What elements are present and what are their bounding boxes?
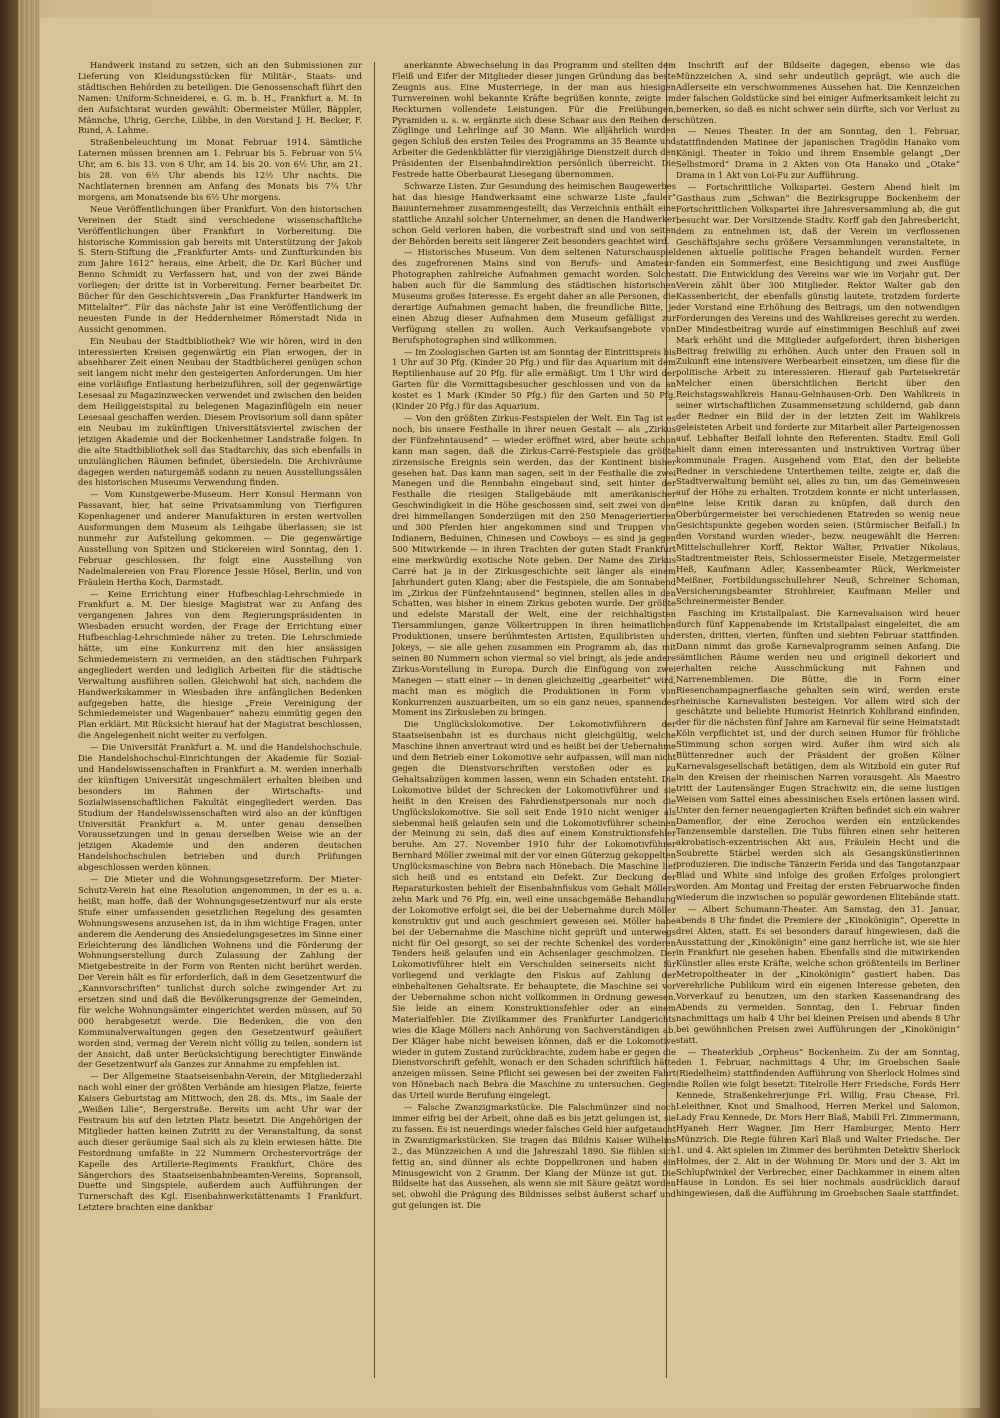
column-divider-1 xyxy=(374,62,375,1378)
article-paragraph: — Theaterklub „Orpheus“ Bockenheim. Zu der am Sonntag, den 1. Februar, nachmittags 4 Uhr, im Groebschen Saale (Riedelheim) stattfindenden Aufführung von Sherlock Holmes sind die Rollen wie folgt besetzt: Titelrolle Herr Friedsche, Fords Herr Kennede, Straßenkehrerjunge Frl. Willig, Frau Chease, Frl. Leleithner, Knot und Smalhood, Herren Merkel und Salomon, Lady Frau Kennede, Dr. Mors Herr Blaß, Mabill Frl. Zimmermann, Hyaneh Herr Wagner, Jim Herr Hamburger, Mento Herr Münzrich. Die Regie führen Karl Blaß und Walter Friedsche. Der 1. und 4. Akt spielen im Zimmer des berühmten Detektiv Sherlock Holmes, der 2. Akt in der Wohnung Dr. Mors und der 3. Akt im Schlupfwinkel der Verbrecher, einer Dachkammer in einem alten Hause in London. Es sei hier nochmals ausdrücklich darauf hingewiesen, daß die Aufführung im Groebschen Saale stattfindet. xyxy=(676,1046,960,1199)
article-paragraph: Inschrift auf der Bildseite dagegen, ebenso wie das Münzzeichen A, sind sehr undeutlich geprägt, wie auch die Adlerseite ein verschwommenes Aussehen hat. Die Kennzeichen der falschen Goldstücke sind bei einiger Aufmerksamkeit leicht zu bemerken, so daß es nicht schwer sein dürfte, sich vor Verlust zu schützen. xyxy=(676,60,960,125)
article-paragraph: anerkannte Abwechselung in das Programm und stellten dem Fleiß und Eifer der Mitglieder dieser jungen Gründung das beste Zeugnis aus. Eine Musterriege, in der man aus hiesigen Turnvereinen wohl bekannte Kräfte begrüßen konnte, zeigte im Reckturnen vollendete Leistungen. Für die Freiübungen, Pyramiden u. s. w. ergänzte sich diese Schaar aus den Reihen der Zöglinge und Lehrlinge auf 30 Mann. Wie alljährlich wurden gegen Schluß des ersten Teiles des Programms an 35 Beamte und Arbeiter die Gedenkblätter für vierzigjährige Dienstzeit durch den Präsidenten der Eisenbahndirektion persönlich überreicht. Die Festrede hatte Oberbaurat Liesegang übernommen. xyxy=(392,60,676,180)
article-paragraph: — Vom Kunstgewerbe-Museum. Herr Konsul Hermann von Passavant, hier, hat seine Privatsammlung von Tierfiguren Kopenhagener und anderer Manufakturen in ersten wertvollen Ausformungen dem Museum als Leihgabe überlassen; sie ist nunmehr zur Aufstellung gekommen. — Die gegenwärtige Ausstellung von Spitzen und Stickereien wird Sonntag, den 1. Februar geschlossen. Ihr folgt eine Ausstellung von Nadelmalereien von Frau Florence Jessie Hösel, Berlin, und von Fräulein Hertha Koch, Darmstadt. xyxy=(78,489,362,587)
page-edge-stack xyxy=(18,0,40,1418)
article-paragraph: Straßenbeleuchtung im Monat Februar 1914. Sämtliche Laternen müssen brennen am 1. Februar bis 5. Februar von 5¼ Uhr, am 6. bis 13. von 6 Uhr, am 14. bis 20. von 6½ Uhr, am 21. bis 28. von 6½ Uhr abends bis 12½ Uhr nachts. Die Nachtlaternen brennen am Anfang des Monats bis 7¼ Uhr morgens, am Monatsende bis 6½ Uhr morgens. xyxy=(78,137,362,202)
article-paragraph: — Der Allgemeine Staatseisenbahn-Verein, der Mitgliederzahl nach wohl einer der größten Verbände am hiesigen Platze, feierte Kaisers Geburtstag am Mittwoch, den 28. ds. Mts., im Saale der „Weißen Lilie“, Bergerstraße. Bereits um acht Uhr war der Festraum bis auf den letzten Platz besetzt. Die Angehörigen der Mitglieder hatten keinen Zutritt zu der Veranstaltung, da sonst auch dieser geräumige Saal sich als zu klein erwiesen hätte. Die Festordnung umfaßte in 22 Nummern Orchestervorträge der Kapelle des Artillerie-Regiments Frankfurt, Chöre des Sängerchors des Staatseisenbahnbeamten-Vereins, Sopransoli, Duette und Singspiele, außerdem auch Aufführungen der Turnerschaft des Kgl. Eisenbahnwerkstättenamts 1 Frankfurt. Letztere brachten eine dankbar xyxy=(78,1071,362,1213)
article-paragraph: Handwerk instand zu setzen, sich an den Submissionen zur Lieferung von Kleidungsstücken für Militär-, Staats- und städtischen Behörden zu beteiligen. Die Genossenschaft führt den Namen: Uniform-Schneiderei, e. G. m. b. H., Frankfurt a. M. In den Aufsichtsrat wurden gewählt: Obermeister Müller, Bäppler, Männche, Uhrig, Gerche, Lübbe, in den Vorstand J. H. Becker, F. Rund, A. Lahme. xyxy=(78,60,362,136)
text-column-2 xyxy=(392,60,676,1380)
article-paragraph: — Neues Theater. In der am Sonntag, den 1. Februar, stattfindenden Matinee der japanischen Tragödin Hanako vom Königl. Theater in Tokio und ihrem Ensemble gelangt „Der Selbstmord“ Drama in 2 Akten von Ota Hanako und „Otake“ Drama in 1 Akt von Loi-Fu zur Aufführung. xyxy=(676,126,960,181)
article-paragraph: Neue Veröffentlichungen über Frankfurt. Von den historischen Vereinen der Stadt sind verschiedene wissenschaftliche Veröffentlichungen über Frankfurt in Vorbereitung. Die historische Kommission gab bereits mit Unterstützung der Jakob S. Stern-Stiftung die „Frankfurter Amts- und Zunfturkunden bis zum Jahre 1612“ heraus, eine Arbeit, die Dr. Karl Bücher und Benno Schmidt zu Verfassern hat, und von der zwei Bände vorliegen; der dritte ist in Vorbereitung. Ferner bearbeitet Dr. Bücher für den Geschichtsverein „Das Frankfurter Handwerk im Mittelalter“. Für das nächste Jahr ist eine Veröffentlichung der neuesten Funde in der Heddernheimer Römerstadt Nida in Aussicht genommen. xyxy=(78,203,362,334)
article-paragraph: Die Unglückslokomotive. Der Lokomotivführern der Staatseisenbahn ist es durchaus nicht gleichgültig, welche Maschine ihnen anvertraut wird und es heißt bei der Uebernahme und dem Betrieb einer Lokomotive sehr aufpassen, will man nicht gegen die Dienstvorschriften verstoßen oder es zu Gehaltsabzügen kommen lassen, wenn ein Schaden entsteht. Die Lokomotive bildet der Schrecken der Lokomotivführer und sie heißt in den Kreisen des Fahrdienstpersonals nur noch die Unglückslokomotive. Sie soll seit Ende 1910 nicht weniger als siebenmal heiß gelaufen sein und die Lokomotivführer scheinen der Meinung zu sein, daß dies auf einem Konstruktionsfehler beruhe. Am 27. November 1910 fuhr der Lokomotivführer Bernhard Möller zweimal mit der vor einen Güterzug gekoppelten Unglücksmaschine von Bebra nach Hönebach. Die Maschine lief sich heiß und es entstand ein Defekt. Zur Deckung der Reparaturkosten behielt der Eisenbahnfiskus vom Gehalt Möllers zehn Mark und 76 Pfg. ein, weil eine unsachgemäße Behandlung der Lokomotive erfolgt sei, die bei der Uebernahme durch Möller konstruktiv gut und auch geschmiert gewesen sei. Möller habe bei der Uebernahme die Maschine nicht geprüft und unterwegs nicht für Oel gesorgt, so sei der rechte Schenkel des vorderen Tenders heiß gelaufen und ein Achsenlager geschmolzen. Der Lokomotivführer hielt ein Verschulden seinerseits nicht für vorliegend und verklagte den Fiskus auf Zahlung der einbehaltenen Gehaltsrate. Er behauptete, die Maschine sei vor der Uebernahme schon nicht vollkommen in Ordnung gewesen. Sie leide an einem Konstruktionsfehler oder an einem Materialfehler. Die Zivilkammer des Frankfurter Landgerichts wies die Klage Möllers nach Anhörung von Sachverständigen ab. Der Kläger habe nicht beweisen können, daß er die Lokomotive wieder in gutem Zustand zurückbrachte, zudem habe er gegen die Dienstvorschrift gefehlt, wonach er den Schaden schriftlich hätte anzeigen müssen. Seine Pflicht sei gewesen bei der zweiten Fahrt von Hönebach nach Bebra die Maschine zu untersuchen. Gegen das Urteil wurde Berufung eingelegt. xyxy=(392,719,676,1101)
article-paragraph: — Fortschrittliche Volkspartei. Gestern Abend hielt im Gasthaus zum „Schwan“ die Bezirksgruppe Bockenheim der Fortschrittlichen Volkspartei ihre Jahresversammlung ab, die gut besucht war. Der Vorsitzende Stadtv. Korff gab den Jahresbericht, dem zu entnehmen ist, daß der Verein im verflossenen Geschäftsjahre sechs größere Versammlungen veranstaltete, in denen aktuelle politische Fragen behandelt wurden. Ferner fanden ein Sommerfest, eine Besichtigung und zwei Ausflüge statt. Die Entwicklung des Vereins war wie im Vorjahr gut. Der Verein zählt über 300 Mitglieder. Rektor Walter gab den Kassenbericht, der ebenfalls günstig lautete, trotzdem forderte der Vorstand eine Erhöhung des Beitrags, um den notwendigen Forderungen des Vereins und des Wahlkreises gerecht zu werden. Der Mindestbeitrag wurde auf einstimmigen Beschluß auf zwei Mark erhöht und die Mitglieder aufgefordert, ihren bisherigen Beitrag freiwillig zu erhöhen. Auch unter den Frauen soll in Zukunft eine intensivere Werbearbeit einsetzen, um diese für die politische Arbeit zu interessieren. Hierauf gab Parteisekretär Melcher einen übersichtlichen Bericht über den Reichstagswahlkreis Hanau-Gelnhausen-Orb. Den Wahlkreis in seiner wirtschaftlichen Zusammensetzung schildernd, gab dann der Redner ein Bild der in der letzten Zeit im Wahlkreis geleisteten Arbeit und forderte zur Mitarbeit aller Parteigenossen auf. Lebhafter Beifall lohnte den Referenten. Stadtv. Emil Goll hielt dann einen interessanten und instruktiven Vortrag über kommunale Fragen. Ausgehend vom Etat, den der beliebte Redner in verschiedene Unterthemen teilte, zeigte er, daß die Stadtverwaltung bemüht sei, alles zu tun, um das Gemeinwesen auf der Höhe zu erhalten. Trotzdem konnte er nicht unterlassen, eine leise Kritik daran zu knüpfen, daß durch den Oberbürgermeister bei verschiedenen Etatreden so wenig neue Gesichtspunkte gegeben worden seien. (Stürmischer Beifall.) In den Vorstand wurden wieder-, bezw. neugewählt die Herren: Mittelschullehrer Korff, Rektor Walter, Privatier Nikolaus, Stadtrentmeister Reis, Schlossermeister Eisele, Metzgermeister Heß, Kaufmann Adler, Kassenbeamter Rück, Werkmeister Meißner, Fortbildungsschullehrer Neuß, Schreiner Schoman, Versicherungsbeamter Strohbreier, Kaufmann Meller und Schreinermeister Bender. xyxy=(676,181,960,607)
article-paragraph: Schwarze Listen. Zur Gesundung des heimischen Baugewerbes hat das hiesige Handwerksamt eine schwarze Liste „fauler“ Bauunternehmer zusammengestellt; das Verzeichnis enthält eine stattliche Anzahl solcher Unternehmer, an denen die Handwerker schon Geld verloren haben, die vorbestraft sind und von seiten der Behörden bereits seit längerer Zeit besonders geachtet wird. xyxy=(392,180,676,246)
article-paragraph: Fasching im Kristallpalast. Die Karnevalsaison wird heuer durch fünf Kappenabende im Kristallpalast eingeleitet, die am ersten, dritten, vierten, fünften und siebten Februar stattfinden. Dann nimmt das große Karnevalprogramm seinen Anfang. Die sämtlichen Räume werden neu und originell dekoriert und erhalten reiche Ausschmückung mit Fahnen und Narrenemblemen. Die Bütte, die in Form einer Riesenchampagnerflasche gehalten sein wird, werden erste rheinische Karnevalisten besteigen. Vor allem wird sich der geschätzte und beliebte Humorist Heinrich Kohlbrand einfinden, der für die nächsten fünf Jahre am Karneval für seine Heimatstadt Köln verpflichtet ist, und der durch seinen Humor für fröhliche Stimmung schon sorgen wird. Außer ihm wird sich als Büttenredner auch der Präsident der großen Kölner Karnevalsgesellschaft betätigen, dem als Witzbold ein guter Ruf in den Kreisen der rheinischen Narren vorausgeht. Als Maestro tritt der Lautensänger Eugen Strachwitz ein, die seine lustigen Weisen vom Sattel eines abessinischen Esels ertönen lassen wird. Unter den ferner neuengagierten Kräften befindet sich ein wahrer Damenflor, der eine Zerochos werden ein entzückendes Tanzensemble darstellen. Die Tubs führen einen sehr heiteren akrobatisch-exzentrischen Akt aus, Fräulein Hecht und die Soubrette Stärbel werden sich als Gesangskünstlerinnen produzieren. Die indische Tänzerin Ferida und das Tangotanzpaar Blad und White sind infolge des großen Erfolges prolongiert worden. Am Montag und Freitag der ersten Februarwoche finden wiederum die inzwischen so populär gewordenen Elitebände statt. xyxy=(676,608,960,902)
article-paragraph: — Historisches Museum. Von dem seltenen Naturschauspiel des zugefrorenen Mains sind von Berufs- und Amateur-Photographen zahlreiche Aufnahmen gemacht worden. Solche haben auch für die Sammlung des städtischen historischen Museums großes Interesse. Es ergeht daher an alle Personen, die derartige Aufnahmen gemacht haben, die freundliche Bitte, je einen Abzug dieser Aufnahmen dem Museum gefälligst zur Verfügung stellen zu wollen. Auch Verkaufsangebote von Berufsphotographen sind willkommen. xyxy=(392,247,676,345)
text-column-3 xyxy=(676,60,960,1380)
article-paragraph: — Die Mieter und die Wohnungsgesetzreform. Der Mieter-Schutz-Verein hat eine Resolution angenommen, in der es u. a. heißt, man hoffe, daß der Wohnungsgesetzentwurf nur als erste Stufe einer umfassenden gesetzlichen Regelung des gesamten Wohnungswesens anzusehen ist, da in ihm wichtige Fragen, unter anderem die Aenderung des Ansiedelungsgesetzes im Sinne einer Erleichterung des ländlichen Wohnens und die Förderung der Wohnungserstellung durch Zulassung der Zahlung der Mietgebestreite in der Form von Renten nicht berührt werden. Der Verein hält es für erforderlich, daß in dem Gesetzentwurf die „Kannvorschriften“ tunlichst durch solche zwingender Art zu ersetzen sind und daß die Bevölkerungsgrenze der Gemeinden, für welche Wohnungsämter eingerichtet werden müssen, auf 50 000 herabgesetzt werde. Die Bedenken, die von den Kommunalverwaltungen gegen den Gesetzentwurf geäußert worden sind, vermag der Verein nicht völlig zu teilen, sondern ist der Ansicht, daß unter Berücksichtigung berechtigter Einwände der Gesetzentwurf als Ganzes zur Annahme zu empfehlen ist. xyxy=(78,874,362,1070)
text-column-1 xyxy=(78,60,362,1380)
article-paragraph: — Falsche Zwanzigmarkstücke. Die Falschmünzer sind noch immer eifrig bei der Arbeit, ohne daß es bis jetzt gelungen ist, sie zu fassen. Es ist neuerdings wieder falsches Geld hier aufgetaucht in Zwanzigmarkstücken. Sie tragen das Bildnis Kaiser Wilhelms 2., das Münzzeichen A und die Jahreszahl 1890. Sie fühlen sich fettig an, sind dünner als echte Doppelkronen und haben ein Minusgewicht von 2 Gramm. Der Klang der Münze ist gut. Die Bildseite hat das Aussehen, als wenn sie mit Säure geätzt worden sei, obwohl die Prägung des Bildnisses selbst äußerst scharf und gut gelungen ist. Die xyxy=(392,1102,676,1211)
article-paragraph: — Keine Errichtung einer Hufbeschlag-Lehrschmiede in Frankfurt a. M. Der hiesige Magistrat war zu Anfang des vergangenen Jahres von dem Regierungspräsidenten in Wiesbaden ersucht worden, der Frage der Errichtung einer Hufbeschlag-Lehrschmiede näher zu treten. Die Lehrschmiede hätte, um eine Konkurrenz mit den hier ansässigen Schmiedemeistern zu vermeiden, an den städtischen Fuhrpark angegliedert werden und lediglich Arbeiten für die städtische Verwaltung ausführen sollen. Gleichwohl hat sich, nachdem die Handwerkskammer in Wiesbaden ihre anfänglichen Bedenken aufgegeben hatte, die hiesige „Freie Vereinigung der Schmiedemeister und Wagenbauer“ nahezu einmütig gegen den Plan erklärt. Mit Rücksicht hierauf hat der Magistrat beschlossen, die Angelegenheit nicht weiter zu verfolgen. xyxy=(78,588,362,741)
article-paragraph: — Die Universität Frankfurt a. M. und die Handelshochschule. Die Handelshochschul-Einrichtungen der Akademie für Sozial- und Handelswissenschaften in Frankfurt a. M. werden innerhalb der künftigen Universität ungeschmälert erhalten bleiben und besonders im Rahmen der Wirtschafts- und Sozialwissenschaftlichen Fakultät eingegliedert werden. Das Studium der Handelswissenschaften wird also an der künftigen Universität Frankfurt a. M. unter genau denselben Voraussetzungen und in genau derselben Weise wie an der jetzigen Akademie und den anderen deutschen Handelshochschulen betrieben und durch Prüfungen abgeschlossen werden können. xyxy=(78,742,362,873)
binding-shadow xyxy=(960,0,1000,1418)
article-paragraph: Ein Neubau der Stadtbibliothek? Wie wir hören, wird in den interessierten Kreisen gegenwärtig ein Plan erwogen, der in absehbarer Zeit einen Neubau der Stadtbücherei genügen schon seit langem nicht mehr den gesteigerten Anforderungen. Um hier eine vorläufige Entlastung herbeizuführen, soll der gegenwärtige Lesesaal zu Magazinzwecken verwendet und zwischen den beiden dem Heiliggeistspital zu belegenen Magazinflügeln ein neuer Lesesaal geschaffen werden. Diesem Provisorium soll dann später ein Neubau im zukünftigen Universitätsviertel zwischen der jetzigen Akademie und der Bockenheimer Landstraße folgen. In die alte Stadtbibliothek soll das Stadtarchiv, das sich ebenfalls in unzulänglichen Räumen befindet, übersiedeln. Die Archivräume dagegen werden naturgemäß sodann zu neuen Ausstellungssälen des historischen Museums Verwendung finden. xyxy=(78,335,362,488)
article-paragraph: — Von den größten Zirkus-Festspielen der Welt. Ein Tag ist es noch, bis unsere Festhalle in ihrer neuen Gestalt — als „Zirkus der Fünfzehntausend“ — wieder eröffnet wird, aber heute schon kann man sagen, daß die Zirkus-Carré-Festspiele das größte zirzensische Ereignis sein werden, das der Kontinent bisher gesehen hat. Das kann man sagen, seit in der Festhalle die zwei Manegen und die Rennbahn eingebaut sind, seit hinter der Festhalle die riesigen Stallgebäude mit amerikanischer Geschwindigkeit in die Höhe geschossen sind, seit zwei von den drei himmellangen Sonderzügen mit den 250 Menageriertieren und 300 Pferden hier angekommen sind und Truppen von Indianern, Beduinen, Chinesen und Cowboys — es sind ja gegen 500 Mitwirkende — in ihren Trachten der guten Stadt Frankfurt eine merkwürdig exotische Note geben. Der Name des Zirkus Carré hat ja in der Zirkusgeschichte seit länger als einem Jahrhundert guten Klang; aber die Festspiele, die am Sonnabend im „Zirkus der Fünfzehntausend“ beginnen, stellen alles in den Schatten, was bisher in einem Zirkus geboten wurde. Der größte und edelste Marstall der Welt, eine der reichhaltigsten Tiersammlungen, ganze Völkertruppen in ihren heimatlichen Produktionen, unsere berühmtesten Artisten, Equilibristen und Jokeys, — sie alle gehen zusammen ein Programm ab, das mit seinen 80 Nummern schon viermal so viel bringt, als jede andere Zirkus-Vorstellung in Europa. Durch die Einfügung von zwei Manegen — statt einer — in denen gleichzeitig „gearbeitet“ wird, macht man es möglich die Produktionen in Form von Konkurrenzen auszuarbeiten, um so ein ganz neues, spannendes Moment ins Zirkusleben zu bringen. xyxy=(392,413,676,718)
article-paragraph: — Albert Schumann-Theater. Am Samstag, den 31. Januar, abends 8 Uhr findet die Premiere der „Kinokönigin“, Operette in drei Akten, statt. Es sei besonders darauf hingewiesen, daß die Ausstattung der „Kinokönigin“ eine ganz herrliche ist, wie sie hier in Frankfurt nie gesehen haben. Ebenfalls sind die mitwirkenden Künstler alles erste Kräfte, welche schon größtenteils im Berliner Metropoltheater in der „Kinokönigin“ gastiert haben. Das verehrliche Publikum wird ein eigenen Interesse gebeten, den Vorverkauf zu benutzen, um den starken Kassenandrang des Abends zu vermeiden. Sonntag, den 1. Februar finden nachmittags um halb 4 Uhr bei kleinen Preisen und abends 8 Uhr bei gewöhnlichen Preisen zwei Aufführungen der „Kinokönigin“ statt. xyxy=(676,903,960,1045)
article-paragraph: — Im Zoologischen Garten ist am Sonntag der Eintrittspreis bis 1 Uhr auf 30 Pfg. (Kinder 20 Pfg.) und für das Aquarium mit dem Reptilienhause auf 20 Pfg. für alle ermäßigt. Um 1 Uhr wird der Garten für die Vormittagsbesucher geschlossen und von da an kostet es 1 Mark (Kinder 50 Pfg.) für den Garten und 50 Pfg. (Kinder 20 Pfg.) für das Aquarium. xyxy=(392,346,676,412)
